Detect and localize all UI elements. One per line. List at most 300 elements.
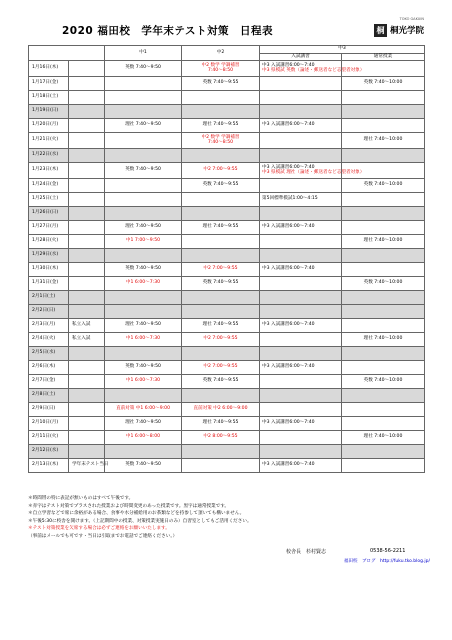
chu2-cell — [182, 291, 260, 305]
chu2-cell — [182, 459, 260, 473]
chu3-tsujo-cell — [342, 119, 425, 133]
chu1-cell — [105, 431, 182, 445]
date-cell — [29, 445, 69, 459]
table-row — [29, 403, 425, 417]
date-cell — [29, 361, 69, 375]
cell-text: 中1 6:00〜8:00 — [125, 434, 161, 440]
cell-text: 理社 7:40〜10:00 — [363, 137, 403, 143]
note-line: ＊自立学習などで席に余裕がある場合、食事や水分補給用のお茶類などを持参して頂いても構いません。 — [28, 511, 245, 517]
table-row — [29, 249, 425, 263]
chu3-tsujo-cell — [342, 333, 425, 347]
note-line: ＊時間帯の特に表記が無いものはすべて午後です。 — [28, 496, 134, 501]
table-row — [29, 445, 425, 459]
chu3-tsujo-cell — [342, 361, 425, 375]
chu3-tsujo-cell — [342, 263, 425, 277]
event-cell — [69, 361, 105, 375]
date-cell — [29, 319, 69, 333]
page-title: 2020 福田校 学年末テスト対策 日程表 — [62, 25, 273, 37]
date-cell — [29, 235, 69, 249]
chu1-cell — [105, 389, 182, 403]
chu2-cell — [182, 193, 260, 207]
chu3-nyushi-cell — [260, 149, 342, 163]
date-cell — [29, 105, 69, 119]
event-cell — [69, 119, 105, 133]
chu1-cell — [105, 163, 182, 179]
chu2-cell — [182, 163, 260, 179]
chu3-nyushi-cell — [260, 221, 342, 235]
table-row — [29, 263, 425, 277]
date-label: 1月31日(金) — [32, 280, 59, 286]
event-cell — [69, 445, 105, 459]
cell-text: 英数 7:40〜9:50 — [125, 266, 161, 272]
date-cell — [29, 91, 69, 105]
table-row — [29, 333, 425, 347]
event-cell — [69, 91, 105, 105]
chu3-nyushi-cell — [260, 235, 342, 249]
date-label: 2月8日(土) — [32, 392, 56, 398]
chu3-nyushi-cell — [260, 291, 342, 305]
chu1-cell — [105, 119, 182, 133]
event-cell — [69, 77, 105, 91]
event-cell — [69, 431, 105, 445]
chu1-cell — [105, 77, 182, 91]
event-cell — [69, 207, 105, 221]
chu1-cell — [105, 105, 182, 119]
cell-text: 中3 入試講習6:00〜7:40 — [262, 462, 315, 468]
header-chu3-nyushi: 入試講習 — [260, 54, 342, 61]
chu3-nyushi-cell — [260, 347, 342, 361]
cell-text: 英数 7:40〜10:00 — [363, 80, 403, 86]
cell-text: 英数 7:40〜9:55 — [202, 280, 239, 286]
cell-text: 第5回標準模試1:00〜4:15 — [262, 196, 318, 202]
chu3-nyushi-cell — [260, 77, 342, 91]
cell-text: 中3 入試講習6:00〜7:40 — [262, 224, 315, 230]
chu3-tsujo-cell — [342, 207, 425, 221]
chu3-tsujo-cell — [342, 403, 425, 417]
note-line: ＊午後5:30に校舎を開けます。（上記期間中の授業、対策授業実施日のみ）自習室としてもご活用ください。 — [28, 518, 252, 524]
date-cell — [29, 61, 69, 77]
cell-text: 中1 7:00〜9:50 — [125, 238, 161, 244]
date-label: 1月22日(水) — [32, 152, 59, 158]
date-cell — [29, 119, 69, 133]
cell-text: 理社 7:40〜9:50 — [125, 322, 161, 328]
chu3-tsujo-cell — [342, 291, 425, 305]
date-cell — [29, 77, 69, 91]
chu1-cell — [105, 249, 182, 263]
event-cell — [69, 291, 105, 305]
header-chu1: 中1 — [105, 46, 182, 61]
chu3-tsujo-cell — [342, 149, 425, 163]
table-row — [29, 91, 425, 105]
date-cell — [29, 389, 69, 403]
event-cell — [69, 263, 105, 277]
cell-text: 理社 7:40〜9:55 — [202, 224, 239, 230]
date-cell — [29, 133, 69, 149]
cell-text: 中1 6:00〜7:30 — [125, 378, 161, 384]
chu3-nyushi-cell — [260, 319, 342, 333]
chu3-tsujo-cell — [342, 375, 425, 389]
chu2-cell — [182, 333, 260, 347]
event-cell — [69, 389, 105, 403]
cell-text: 英数 7:40〜10:00 — [363, 182, 403, 188]
chu3-tsujo-cell — [342, 235, 425, 249]
cell-text: 英数 7:40〜9:55 — [202, 378, 239, 384]
chu3-tsujo-cell — [342, 389, 425, 403]
date-label: 2月10日(月) — [32, 420, 59, 426]
chu3-nyushi-cell — [260, 431, 342, 445]
table-row — [29, 291, 425, 305]
chu3-nyushi-cell — [260, 105, 342, 119]
table-row — [29, 417, 425, 431]
chu3-tsujo-cell — [342, 431, 425, 445]
chu3-nyushi-cell — [260, 119, 342, 133]
date-label: 2月2日(日) — [32, 308, 56, 314]
chu2-cell — [182, 445, 260, 459]
cell-text: 中3 入試講習6:00〜7:40 — [262, 122, 315, 128]
notes — [28, 495, 424, 541]
date-cell — [29, 163, 69, 179]
chu3-tsujo-cell — [342, 445, 425, 459]
chu1-cell — [105, 133, 182, 149]
blog-link[interactable]: 福田校 ブログ http://fuku.tko.blog.jp/ — [344, 559, 431, 564]
cell-text: 理社 7:40〜10:00 — [363, 336, 403, 342]
date-cell — [29, 333, 69, 347]
chu3-nyushi-cell — [260, 375, 342, 389]
chu1-cell — [105, 417, 182, 431]
cell-text: 直前対策 中1 6:00〜9:00 — [115, 406, 171, 412]
date-cell — [29, 431, 69, 445]
cell-text: 直前対策 中2 6:00〜9:00 — [193, 406, 248, 412]
cell-text: 英数 7:40〜9:55 — [202, 80, 239, 86]
header-date — [29, 46, 105, 61]
chu3-tsujo-cell — [342, 77, 425, 91]
chu3-nyushi-cell — [260, 361, 342, 375]
chu3-tsujo-cell — [342, 277, 425, 291]
event-cell — [69, 333, 105, 347]
chu3-nyushi-cell — [260, 305, 342, 319]
chu3-nyushi-cell — [260, 249, 342, 263]
cell-text: 英数 7:40〜9:50 — [125, 65, 161, 71]
cell-text: 英数 7:40〜9:50 — [125, 364, 161, 370]
table-row — [29, 235, 425, 249]
chu2-cell — [182, 61, 260, 77]
date-cell — [29, 179, 69, 193]
date-label: 1月17日(金) — [32, 80, 59, 86]
event-cell — [69, 417, 105, 431]
date-cell — [29, 459, 69, 473]
chu2-cell — [182, 77, 260, 91]
date-label: 1月28日(火) — [32, 238, 59, 244]
date-label: 2月13日(木) — [32, 462, 59, 468]
event-label: 私立入試 — [72, 336, 91, 342]
chu1-cell — [105, 333, 182, 347]
table-row — [29, 163, 425, 179]
chu1-cell — [105, 319, 182, 333]
chu2-cell — [182, 149, 260, 163]
cell-text: 理社 7:40〜9:50 — [125, 224, 161, 230]
table-row — [29, 459, 425, 473]
date-cell — [29, 403, 69, 417]
table-row — [29, 319, 425, 333]
chu1-cell — [105, 277, 182, 291]
chu1-cell — [105, 179, 182, 193]
chu3-nyushi-cell — [260, 163, 365, 179]
note-line: ＊赤字はテスト対策でプラスされた授業および時間変更のあった授業です。黒字は通常授業です。 — [28, 503, 230, 509]
event-cell — [69, 149, 105, 163]
chu3-nyushi-cell — [260, 389, 342, 403]
event-cell — [69, 305, 105, 319]
cell-text: 英数 7:40〜10:00 — [363, 280, 403, 286]
table-row — [29, 277, 425, 291]
date-label: 1月24日(金) — [32, 182, 59, 188]
header-chu3: 中3 — [260, 46, 425, 54]
chu2-cell — [182, 249, 260, 263]
date-label: 1月23日(木) — [32, 167, 59, 173]
chu3-tsujo-cell — [342, 459, 425, 473]
date-label: 2月6日(木) — [32, 364, 56, 370]
cell-text: 7:40〜8:50 — [207, 67, 234, 73]
note-line: （事前はメールでも可です・当日は引取までお電話でご連絡ください。） — [28, 533, 178, 539]
chu3-nyushi-cell — [260, 445, 342, 459]
date-label: 2月1日(土) — [32, 294, 56, 300]
table-row — [29, 431, 425, 445]
chu2-cell — [182, 221, 260, 235]
table-row — [29, 305, 425, 319]
table-row — [29, 361, 425, 375]
chu1-cell — [105, 445, 182, 459]
chu1-cell — [105, 291, 182, 305]
table-row — [29, 105, 425, 119]
date-cell — [29, 375, 69, 389]
chu1-cell — [105, 207, 182, 221]
cell-text: 中1 6:00〜7:30 — [125, 280, 161, 286]
table-row — [29, 61, 425, 77]
event-cell — [69, 347, 105, 361]
logo-subtext: TOKO GAKUIN — [399, 17, 424, 21]
chu1-cell — [105, 149, 182, 163]
cell-text: 中3 入試講習6:00〜7:40 — [262, 364, 315, 370]
table-row — [29, 347, 425, 361]
table-row — [29, 389, 425, 403]
date-cell — [29, 249, 69, 263]
cell-text: 中3 入試講習6:00〜7:40 — [262, 164, 315, 170]
event-cell — [69, 133, 105, 149]
event-cell — [69, 277, 105, 291]
cell-text: 中3 県模試 英数（論述・郵送者など志望者対象） — [262, 67, 365, 73]
date-label: 1月16日(木) — [32, 65, 59, 71]
chu2-cell — [182, 375, 260, 389]
date-label: 1月25日(土) — [32, 196, 59, 202]
event-cell — [69, 249, 105, 263]
table-row — [29, 207, 425, 221]
chu1-cell — [105, 193, 182, 207]
chu3-tsujo-cell — [342, 249, 425, 263]
event-cell — [69, 179, 105, 193]
chu3-tsujo-cell — [342, 179, 425, 193]
chu1-cell — [105, 61, 182, 77]
chu2-cell — [182, 403, 260, 417]
chu3-nyushi-cell — [260, 333, 342, 347]
date-label: 2月7日(金) — [32, 378, 56, 384]
chu2-cell — [182, 361, 260, 375]
chu2-cell — [182, 389, 260, 403]
cell-text: 中2 7:00〜9:55 — [203, 336, 238, 342]
cell-text: 7:40〜8:50 — [207, 139, 234, 145]
event-cell — [69, 163, 105, 179]
event-cell — [69, 459, 109, 473]
chu1-cell — [105, 403, 182, 417]
cell-text: 中3 入試講習6:00〜7:40 — [262, 266, 315, 272]
date-label: 1月20日(月) — [32, 122, 59, 128]
event-cell — [69, 193, 105, 207]
cell-text: 中2 数学 学調補習 — [201, 62, 240, 68]
note-line: ＊テスト対策授業を欠席する場合は必ずご連絡をお願いいたします。 — [28, 526, 170, 532]
chu3-tsujo-cell — [342, 417, 425, 431]
chu1-cell — [105, 235, 182, 249]
event-cell — [69, 375, 105, 389]
cell-text: 理社 7:40〜9:55 — [202, 420, 239, 426]
chu2-cell — [182, 119, 260, 133]
date-label: 2月5日(水) — [32, 350, 56, 356]
table-row — [29, 119, 425, 133]
date-label: 2月12日(水) — [32, 448, 59, 454]
cell-text: 中2 8:00〜9:55 — [203, 434, 238, 440]
event-cell — [69, 403, 105, 417]
header-chu2: 中2 — [182, 46, 260, 61]
cell-text: 中2 7:00〜9:55 — [203, 167, 238, 173]
cell-text: 中3 入試講習6:00〜7:40 — [262, 420, 315, 426]
table-row — [29, 179, 425, 193]
chu2-cell — [182, 179, 260, 193]
chu3-tsujo-cell — [342, 105, 425, 119]
chu3-nyushi-cell — [260, 403, 342, 417]
cell-text: 中3 県模試 理社（論述・郵送者など志望者対象） — [262, 169, 365, 175]
chu2-cell — [182, 431, 260, 445]
cell-text: 理社 7:40〜10:00 — [363, 434, 403, 440]
chu3-nyushi-cell — [260, 179, 342, 193]
chu3-tsujo-cell — [342, 91, 425, 105]
chu1-cell — [105, 361, 182, 375]
cell-text: 中2 7:00〜9:55 — [203, 266, 238, 272]
contact-name: 校舎長 杉村賢志 — [286, 549, 327, 555]
contact-phone: 0538-56-2211 — [370, 548, 406, 554]
cell-text: 英数 7:40〜9:55 — [202, 182, 239, 188]
cell-text: 理社 7:40〜9:50 — [125, 420, 161, 426]
logo-text: 桐光学院 — [389, 26, 424, 36]
chu3-nyushi-cell — [260, 207, 342, 221]
chu3-tsujo-cell — [342, 305, 425, 319]
event-label: 学年末テスト当日 — [72, 462, 109, 468]
date-label: 2月9日(日) — [32, 406, 56, 412]
chu3-nyushi-cell — [260, 133, 342, 149]
date-label: 2月11日(火) — [32, 434, 59, 440]
table-row — [29, 375, 425, 389]
chu2-cell — [182, 277, 260, 291]
event-label: 私立入試 — [72, 322, 91, 328]
date-label: 2月4日(火) — [32, 336, 56, 342]
cell-text: 中3 入試講習6:00〜7:40 — [262, 62, 315, 68]
chu2-cell — [182, 319, 260, 333]
date-cell — [29, 207, 69, 221]
chu2-cell — [182, 133, 260, 149]
date-cell — [29, 417, 69, 431]
cell-text: 中3 入試講習6:00〜7:40 — [262, 322, 315, 328]
chu1-cell — [105, 375, 182, 389]
chu2-cell — [182, 263, 260, 277]
date-cell — [29, 277, 69, 291]
chu3-nyushi-cell — [260, 91, 342, 105]
cell-text: 英数 7:40〜10:00 — [363, 378, 403, 384]
school-logo — [374, 22, 424, 38]
header-chu3-tsujo: 通常授業 — [342, 54, 425, 61]
chu3-nyushi-cell — [260, 193, 342, 207]
cell-text: 中1 6:00〜7:30 — [125, 336, 161, 342]
date-cell — [29, 291, 69, 305]
table-row — [29, 149, 425, 163]
event-cell — [69, 61, 105, 77]
date-label: 1月18日(土) — [32, 94, 59, 100]
cell-text: 理社 7:40〜9:50 — [125, 122, 161, 128]
cell-text: 理社 7:40〜9:55 — [202, 322, 239, 328]
chu2-cell — [182, 235, 260, 249]
event-cell — [69, 235, 105, 249]
logo-mark-icon: 桐 — [374, 24, 387, 37]
chu3-nyushi-cell — [260, 263, 342, 277]
date-cell — [29, 305, 69, 319]
chu2-cell — [182, 417, 260, 431]
date-label: 2月3日(月) — [32, 322, 56, 328]
chu1-cell — [105, 263, 182, 277]
date-label: 1月30日(木) — [32, 266, 59, 272]
chu3-nyushi-cell — [260, 417, 342, 431]
chu3-nyushi-cell — [260, 277, 342, 291]
date-cell — [29, 263, 69, 277]
chu2-cell — [182, 347, 260, 361]
date-label: 1月29日(水) — [32, 252, 59, 258]
event-cell — [69, 221, 105, 235]
date-label: 1月21日(火) — [32, 137, 59, 143]
schedule-body — [29, 61, 425, 473]
chu2-cell — [182, 105, 260, 119]
cell-text: 英数 7:40〜9:50 — [125, 167, 161, 173]
cell-text: 英数 7:40〜9:50 — [125, 462, 161, 468]
date-cell — [29, 221, 69, 235]
chu3-tsujo-cell — [342, 193, 425, 207]
chu1-cell — [105, 305, 182, 319]
cell-text: 中2 7:00〜9:55 — [203, 364, 238, 370]
table-row — [29, 193, 425, 207]
chu1-cell — [105, 347, 182, 361]
chu3-nyushi-cell — [260, 459, 342, 473]
table-row — [29, 221, 425, 235]
date-label: 1月26日(日) — [32, 210, 59, 216]
chu3-tsujo-cell — [342, 221, 425, 235]
chu3-tsujo-cell — [342, 133, 425, 149]
chu1-cell — [105, 221, 182, 235]
schedule-table — [28, 45, 425, 473]
chu2-cell — [182, 207, 260, 221]
cell-text: 中2 数学 学調補習 — [201, 134, 240, 140]
chu1-cell — [105, 459, 182, 473]
date-cell — [29, 149, 69, 163]
chu2-cell — [182, 91, 260, 105]
chu1-cell — [105, 91, 182, 105]
chu3-tsujo-cell — [342, 347, 425, 361]
title-row — [28, 17, 424, 40]
chu2-cell — [182, 305, 260, 319]
chu3-tsujo-cell — [342, 319, 425, 333]
date-label: 1月19日(日) — [32, 108, 59, 114]
